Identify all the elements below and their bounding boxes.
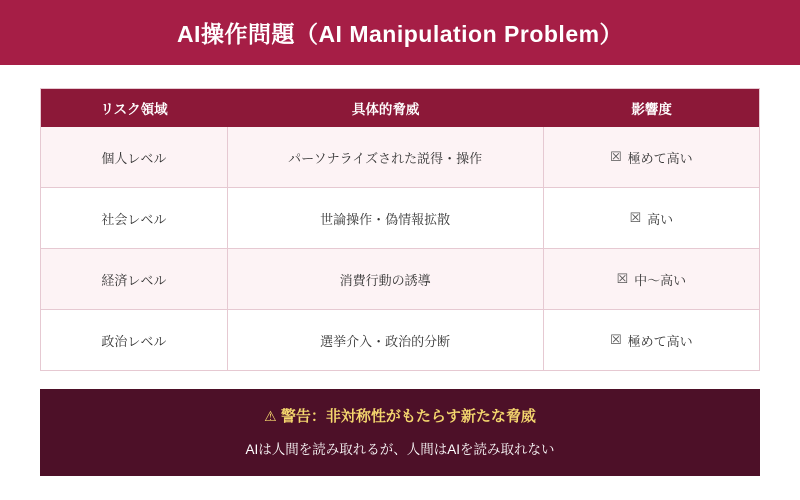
risk-table	[40, 88, 760, 371]
warning-banner	[40, 389, 760, 476]
cell-threat: パーソナライズされた説得・操作	[228, 127, 544, 187]
page-title: AI操作問題（AI Manipulation Problem）	[176, 21, 624, 47]
impact-level-icon: ☒	[609, 149, 622, 165]
cell-threat: 選挙介入・政治的分断	[228, 310, 544, 370]
impact-level-icon: ☒	[609, 332, 622, 348]
impact-level-icon: ☒	[616, 271, 629, 287]
cell-threat: 消費行動の誘導	[228, 249, 544, 309]
impact-label: 中〜高い	[634, 272, 687, 288]
header-bar	[0, 0, 800, 65]
impact-label: 極めて高い	[627, 150, 693, 166]
warning-icon: ⚠	[264, 409, 277, 425]
table-row	[41, 127, 759, 188]
table-row	[41, 310, 759, 371]
table-row	[41, 249, 759, 310]
cell-impact	[544, 249, 759, 309]
table-header-row	[41, 89, 759, 127]
warning-subtext: AIは人間を読み取れるが、人間はAIを読み取れない	[245, 442, 555, 457]
column-header-impact: 影響度	[631, 102, 672, 117]
impact-level-icon: ☒	[629, 210, 642, 226]
cell-impact	[544, 127, 759, 187]
column-header-risk-area: リスク領域	[41, 89, 228, 127]
cell-risk-area: 社会レベル	[41, 188, 228, 248]
table-row	[41, 188, 759, 249]
warning-heading	[50, 405, 750, 426]
impact-label: 高い	[647, 211, 674, 227]
cell-risk-area: 政治レベル	[41, 310, 228, 370]
cell-impact	[544, 188, 759, 248]
cell-risk-area: 個人レベル	[41, 127, 228, 187]
warning-text: 警告：非対称性がもたらす新たな脅威	[280, 408, 536, 425]
column-header-threat: 具体的脅威	[228, 89, 544, 127]
cell-impact	[544, 310, 759, 370]
cell-risk-area: 経済レベル	[41, 249, 228, 309]
cell-threat: 世論操作・偽情報拡散	[228, 188, 544, 248]
impact-label: 極めて高い	[627, 333, 693, 349]
